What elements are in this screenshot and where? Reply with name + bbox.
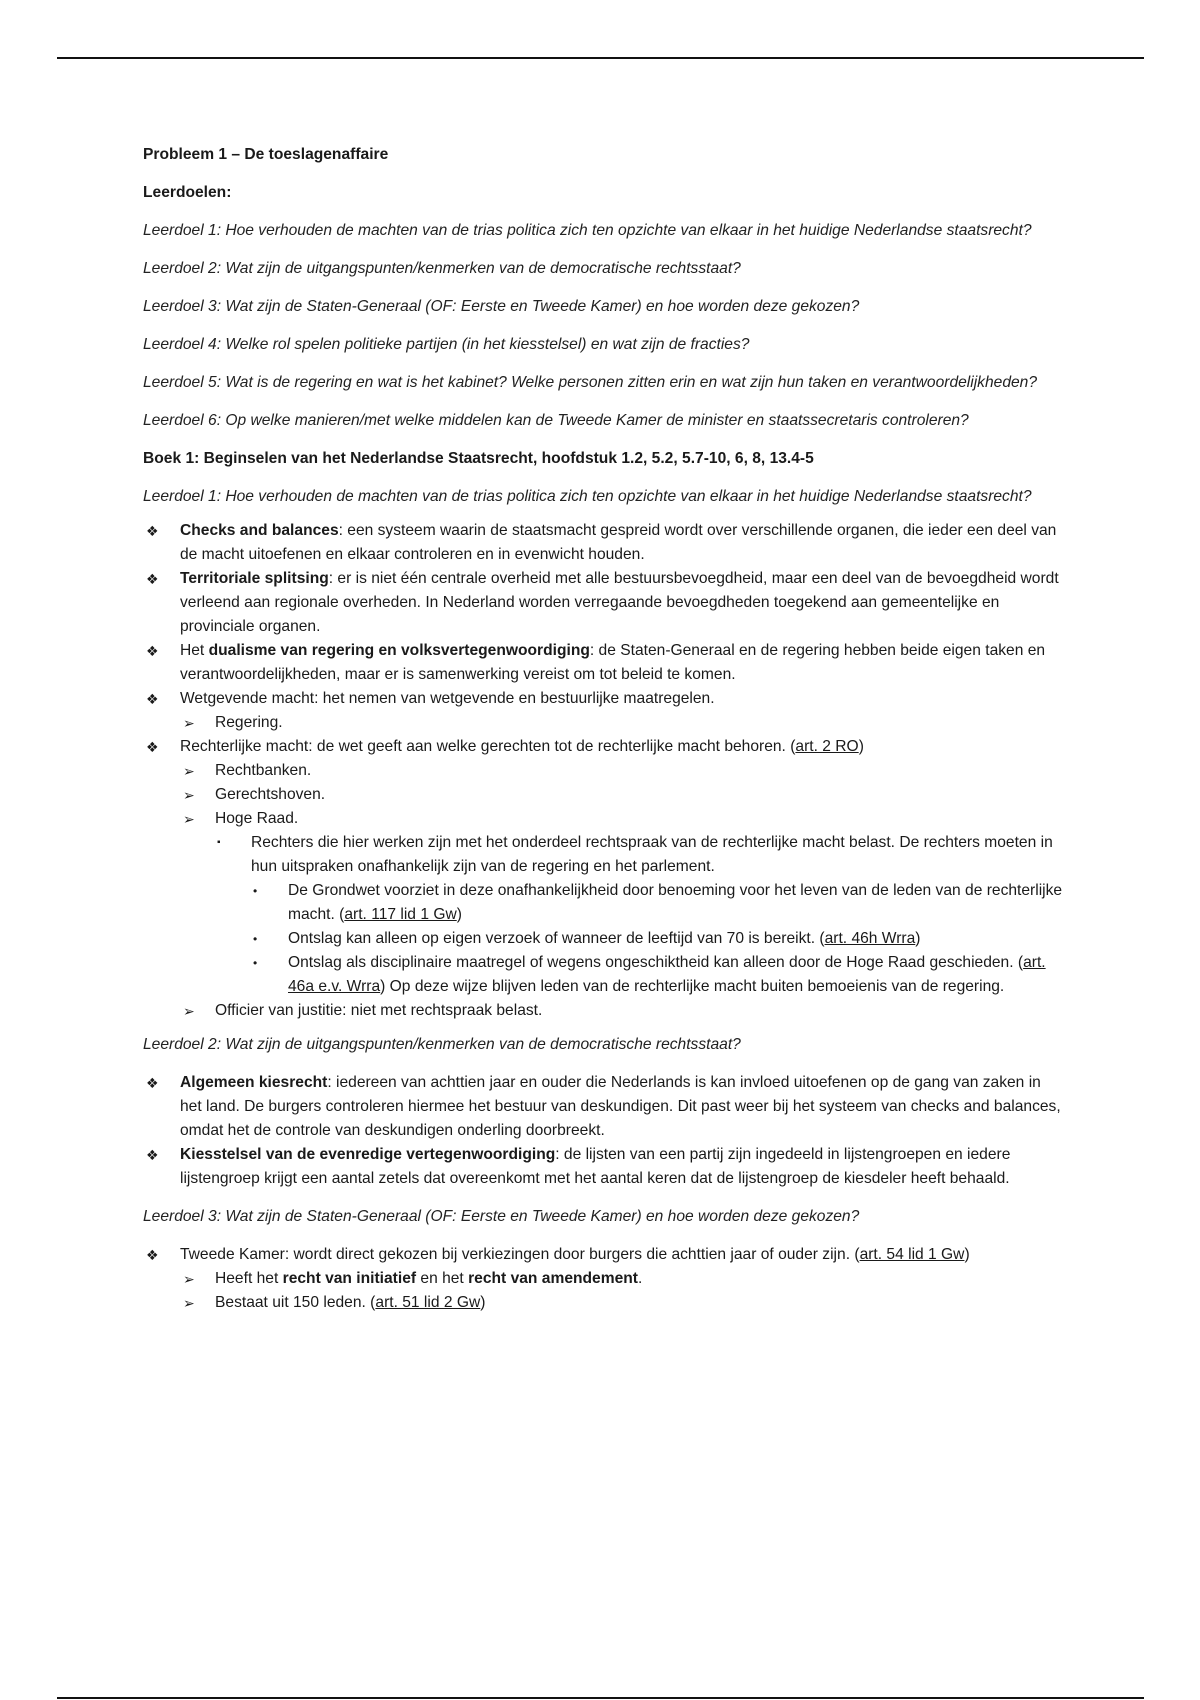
leerdoel-2: Leerdoel 2: Wat zijn de uitgangspunten/kenmerken van de democratische rechtsstaat? bbox=[143, 260, 741, 277]
list-item: ➢ Officier van justitie: niet met rechtspraak belast. bbox=[143, 999, 1063, 1023]
section3-list bbox=[143, 1243, 1063, 1315]
square-bullet-icon: ▪ bbox=[217, 837, 221, 848]
diamond-bullet-icon: ❖ bbox=[146, 523, 159, 539]
arrow-bullet-icon: ➢ bbox=[183, 1271, 195, 1287]
list-item: ❖ Tweede Kamer: wordt direct gekozen bij verkiezingen door burgers die achttien jaar of ouder zijn. (art. 54 lid 1 Gw) bbox=[143, 1243, 1063, 1267]
leerdoel-4: Leerdoel 4: Welke rol spelen politieke partijen (in het kiesstelsel) en wat zijn de fracties? bbox=[143, 336, 750, 353]
list-item: ➢ Regering. bbox=[143, 711, 1063, 735]
leerdoel-3: Leerdoel 3: Wat zijn de Staten-Generaal (OF: Eerste en Tweede Kamer) en hoe worden deze gekozen? bbox=[143, 298, 860, 315]
section1-list bbox=[143, 519, 1063, 1023]
diamond-bullet-icon: ❖ bbox=[146, 1247, 159, 1263]
dot-bullet-icon: • bbox=[253, 884, 258, 898]
list-item: ➢ Gerechtshoven. bbox=[143, 783, 1063, 807]
law-reference: art. 51 lid 2 Gw bbox=[375, 1294, 481, 1311]
section2-list bbox=[143, 1071, 1063, 1191]
list-item: • De Grondwet voorziet in deze onafhankelijkheid door benoeming voor het leven van de leden van de rechterlijke macht. (art. 117 lid 1 Gw) bbox=[143, 879, 1063, 927]
book-heading: Boek 1: Beginselen van het Nederlandse Staatsrecht, hoofdstuk 1.2, 5.2, 5.7-10, 6, 8, 13.4-5 bbox=[143, 450, 814, 467]
section1-question: Leerdoel 1: Hoe verhouden de machten van de trias politica zich ten opzichte van elkaar in het huidige Nederlandse staatsrecht? bbox=[143, 488, 1032, 505]
list-item: ➢ Rechtbanken. bbox=[143, 759, 1063, 783]
arrow-bullet-icon: ➢ bbox=[183, 1295, 195, 1311]
section2-question: Leerdoel 2: Wat zijn de uitgangspunten/kenmerken van de democratische rechtsstaat? bbox=[143, 1036, 741, 1053]
arrow-bullet-icon: ➢ bbox=[183, 1003, 195, 1019]
leerdoelen-heading: Leerdoelen: bbox=[143, 184, 232, 201]
top-rule bbox=[57, 57, 1144, 59]
list-item: ➢ Bestaat uit 150 leden. (art. 51 lid 2 Gw) bbox=[143, 1291, 1063, 1315]
leerdoel-5: Leerdoel 5: Wat is de regering en wat is het kabinet? Welke personen zitten erin en wat zijn hun taken en verantwoordelijkheden? bbox=[143, 374, 1038, 391]
diamond-bullet-icon: ❖ bbox=[146, 1075, 159, 1091]
leerdoel-1: Leerdoel 1: Hoe verhouden de machten van de trias politica zich ten opzichte van elkaar in het huidige Nederlandse staatsrecht? bbox=[143, 222, 1032, 239]
arrow-bullet-icon: ➢ bbox=[183, 811, 195, 827]
section3-question: Leerdoel 3: Wat zijn de Staten-Generaal (OF: Eerste en Tweede Kamer) en hoe worden deze gekozen? bbox=[143, 1208, 860, 1225]
list-item: ➢ Heeft het recht van initiatief en het recht van amendement. bbox=[143, 1267, 1063, 1291]
list-item: ❖ Checks and balances: een systeem waarin de staatsmacht gespreid wordt over verschillende organen, die ieder een deel van de macht uitoefenen en elkaar controleren en in evenwicht houden. bbox=[143, 519, 1063, 567]
diamond-bullet-icon: ❖ bbox=[146, 643, 159, 659]
list-item: ❖ Rechterlijke macht: de wet geeft aan welke gerechten tot de rechterlijke macht behoren. (art. 2 RO) bbox=[143, 735, 1063, 759]
law-reference: art. 2 RO bbox=[795, 738, 859, 755]
arrow-bullet-icon: ➢ bbox=[183, 715, 195, 731]
law-reference: art. 117 lid 1 Gw bbox=[344, 906, 457, 923]
diamond-bullet-icon: ❖ bbox=[146, 571, 159, 587]
list-item: ❖ Algemeen kiesrecht: iedereen van achttien jaar en ouder die Nederlands is kan invloed uitoefenen op de gang van zaken in het land. De burgers controleren hiermee het bestuur van deskundigen. Dit past weer bij het systeem van checks and balances, omdat het de controle van deskundigen onderling doorbreekt. bbox=[143, 1071, 1063, 1143]
list-item: ▪ Rechters die hier werken zijn met het onderdeel rechtspraak van de rechterlijke macht belast. De rechters moeten in hun uitspraken onafhankelijk zijn van de regering en het parlement. bbox=[143, 831, 1063, 879]
arrow-bullet-icon: ➢ bbox=[183, 763, 195, 779]
diamond-bullet-icon: ❖ bbox=[146, 691, 159, 707]
law-reference: art. 46a e.v. Wrra bbox=[288, 954, 1046, 995]
list-item: ❖ Het dualisme van regering en volksvertegenwoordiging: de Staten-Generaal en de regering hebben beide eigen taken en verantwoordelijkheden, maar er is samenwerking vereist om tot beleid te komen. bbox=[143, 639, 1063, 687]
list-item: ➢ Hoge Raad. bbox=[143, 807, 1063, 831]
list-item: ❖ Wetgevende macht: het nemen van wetgevende en bestuurlijke maatregelen. bbox=[143, 687, 1063, 711]
list-item: ❖ Territoriale splitsing: er is niet één centrale overheid met alle bestuursbevoegdheid, maar een deel van de bevoegdheid wordt verleend aan regionale overheden. In Nederland worden verregaande bevoegdheden toegekend aan gemeentelijke en provinciale organen. bbox=[143, 567, 1063, 639]
law-reference: art. 46h Wrra bbox=[824, 930, 916, 947]
leerdoel-6: Leerdoel 6: Op welke manieren/met welke middelen kan de Tweede Kamer de minister en staatssecretaris controleren? bbox=[143, 412, 969, 429]
dot-bullet-icon: • bbox=[253, 956, 258, 970]
list-item: • Ontslag kan alleen op eigen verzoek of wanneer de leeftijd van 70 is bereikt. (art. 46h Wrra) bbox=[143, 927, 1063, 951]
page-title: Probleem 1 – De toeslagenaffaire bbox=[143, 146, 389, 163]
arrow-bullet-icon: ➢ bbox=[183, 787, 195, 803]
bottom-rule bbox=[57, 1697, 1144, 1699]
document-page bbox=[143, 143, 1063, 1315]
list-item: ❖ Kiesstelsel van de evenredige vertegenwoordiging: de lijsten van een partij zijn ingedeeld in lijstengroepen en iedere lijstengroep krijgt een aantal zetels dat overeenkomt met het aantal keren dat de lijstengroep de kiesdeler heeft behaald. bbox=[143, 1143, 1063, 1191]
dot-bullet-icon: • bbox=[253, 932, 258, 946]
diamond-bullet-icon: ❖ bbox=[146, 1147, 159, 1163]
law-reference: art. 54 lid 1 Gw bbox=[859, 1246, 965, 1263]
diamond-bullet-icon: ❖ bbox=[146, 739, 159, 755]
list-item: • Ontslag als disciplinaire maatregel of wegens ongeschiktheid kan alleen door de Hoge Raad geschieden. (art. 46a e.v. Wrra) Op deze wijze blijven leden van de rechterlijke macht buiten bemoeienis van de regering. bbox=[143, 951, 1063, 999]
